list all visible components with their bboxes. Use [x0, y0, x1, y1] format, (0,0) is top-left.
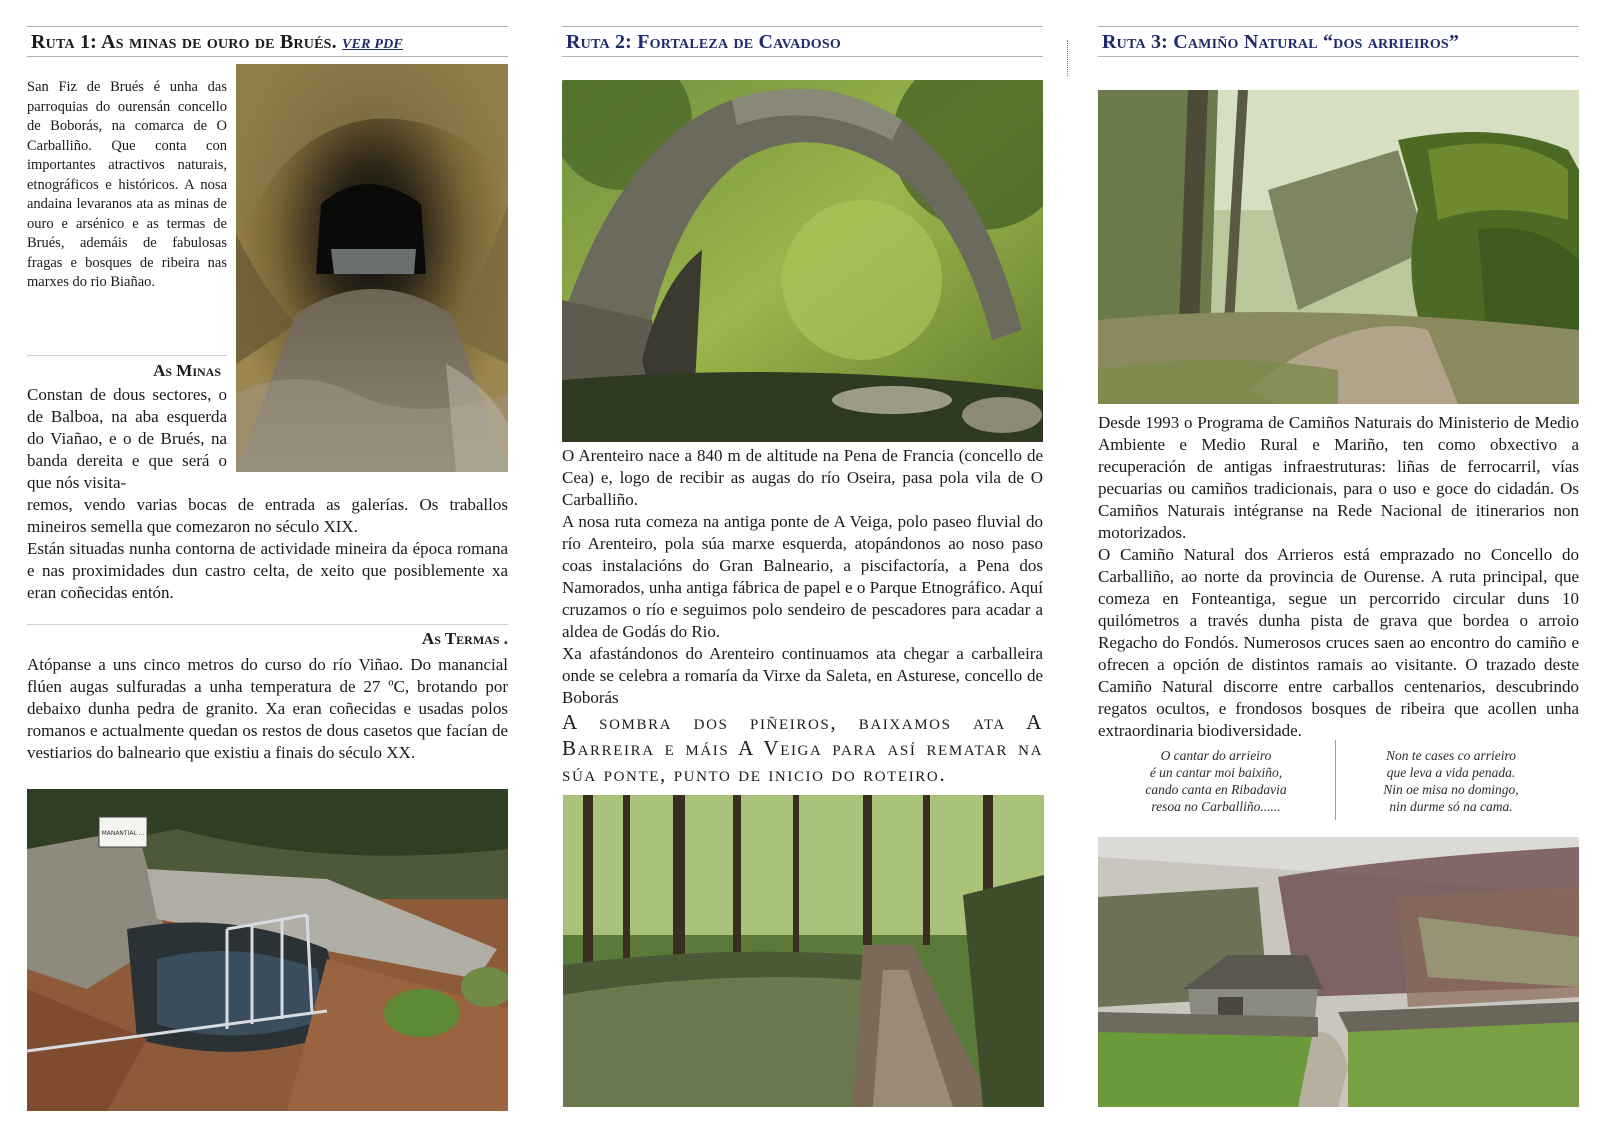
- stone-hut-photo: [1098, 837, 1579, 1107]
- route-2-p2: A nosa ruta comeza na antiga ponte de A Veiga, polo paseo fluvial do río Arenteiro, pola súa marxe esquerda, atopándonos ao noso paso coas instalacións do Gran Balneario, a piscifactoría, a Pena dos Namorados, unha antiga fábrica de papel e o Parque Etnográfico. Aquí cruzamos o río e seguimos polo sendeiro de pescadores para acadar a aldea de Godás do Rio.: [562, 512, 1043, 641]
- minas-text-narrow: Constan de dous sectores, o de Balboa, na aba esquerda do Viañao, e o de Brués, na banda dereita e que será o que nós visita-: [27, 385, 227, 492]
- divider: [27, 624, 508, 625]
- mossy-boulders-photo: [1098, 90, 1579, 404]
- route-2-title: Ruta 2: Fortaleza de Cavadoso: [562, 26, 1043, 57]
- route-2-p4: A sombra dos piñeiros, baixamos ata A Barreira e máis A Veiga para así rematar na súa ponte, punto de inicio do roteiro.: [562, 710, 1043, 786]
- route-2-p3: Xa afastándonos do Arenteiro continuamos ata chegar a carballeira onde se celebra a romaría da Virxe da Saleta, en Asturese, concello de Boborás: [562, 644, 1043, 707]
- verse-line: é un cantar moi baixiño,: [1149, 765, 1283, 780]
- verse-line: resoa no Carballiño......: [1151, 799, 1281, 814]
- forest-path-photo: [563, 795, 1044, 1107]
- minas-text-p2: Están situadas nunha contorna de actividade mineira da época romana e nas proximidades dun castro celta, de xeito que posiblemente xa eran coñecidas entón.: [27, 539, 508, 602]
- view-pdf-link[interactable]: VER PDF: [342, 37, 403, 52]
- divider: [27, 355, 227, 356]
- route-1-title-text: Ruta 1: As minas de ouro de Brués.: [31, 31, 337, 53]
- route-1-intro: San Fiz de Brués é unha das parroquias do ourensán concello de Boborás, na comarca de O Carballiño. Que conta con importantes atractivos naturais, etnográficos e históricos. A nosa andaina levaranos ata as minas de ouro e arsénico e as termas de Brués, ademáis de fabulosas fragas e bosques de ribeira nas marxes do rio Biañao.: [27, 79, 227, 290]
- verse-right: [1356, 747, 1546, 815]
- verse-divider: [1335, 740, 1336, 820]
- hot-springs-photo: [27, 789, 508, 1111]
- verse-line: cando canta en Ribadavia: [1145, 782, 1287, 797]
- route-2-column: [562, 0, 1043, 1131]
- route-1-column: [27, 0, 508, 1131]
- stone-bridge-photo: [562, 80, 1043, 442]
- verse-line: Nin oe misa no domingo,: [1383, 782, 1519, 797]
- section-minas-heading: As Minas: [153, 361, 221, 380]
- verse-line: que leva a vida penada.: [1386, 765, 1516, 780]
- route-3-column: [1098, 0, 1579, 1131]
- verse-line: Non te cases co arrieiro: [1386, 748, 1516, 763]
- mine-tunnel-photo: [236, 64, 508, 472]
- verse-line: nin durme só na cama.: [1389, 799, 1513, 814]
- route-1-title: [27, 26, 508, 57]
- section-termas-heading: As Termas .: [421, 629, 508, 648]
- verse-line: O cantar do arrieiro: [1160, 748, 1272, 763]
- route-3-p2: O Camiño Natural dos Arrieros está emprazado no Concello do Carballiño, ao norte da provincia de Ourense. A ruta principal, que comeza en Fonteantiga, segue un percorrido circular duns 10 quilómetros a través dunha pista de grava que bordea o arroio Regacho do Fondós. Numerosos cruces saen ao encontro do camiño e ofrecen a opción de distintos ramais ao visitante. O trazado deste Camiño Natural discorre entre carballos centenarios, descubrindo regatos ocultos, e frondosos bosques de ribeira que acollen unha extraordinaria biodiversidade.: [1098, 545, 1579, 740]
- route-3-p1: Desde 1993 o Programa de Camiños Naturais do Ministerio de Medio Ambiente e Medio Rural e Mariño, ten como obxectivo a recuperación de antigas infraestruturas: liñas de ferrocarril, vías pecuarias ou camiños tradicionais, para o uso e goce do cidadán. Os Camiños Naturais intégranse na Rede Nacional de itinerarios non motorizados.: [1098, 413, 1579, 542]
- minas-text-wide: remos, vendo varias bocas de entrada as galerías. Os traballos mineiros semella que comezaron no século XIX.: [27, 495, 508, 536]
- column-divider: [1067, 40, 1068, 76]
- route-3-title: Ruta 3: Camiño Natural “dos arrieiros”: [1098, 26, 1579, 57]
- termas-text: Atópanse a uns cinco metros do curso do río Viñao. Do manancial flúen augas sulfuradas a unha temperatura de 27 ºC, brotando por debaixo dunha pedra de granito. Xa eran coñecidas e usadas polos romanos e actualmente quedan os restos de dous casetos que facían de vestiarios do balneario que existiu a finais do século XX.: [27, 655, 508, 762]
- spring-sign-text: MANANTIAL ...: [101, 830, 145, 837]
- verse-left: [1126, 747, 1306, 815]
- route-2-p1: O Arenteiro nace a 840 m de altitude na Pena de Francia (concello de Cea) e, logo de recibir as augas do río Oseira, pasa pola vila de O Carballiño.: [562, 446, 1043, 509]
